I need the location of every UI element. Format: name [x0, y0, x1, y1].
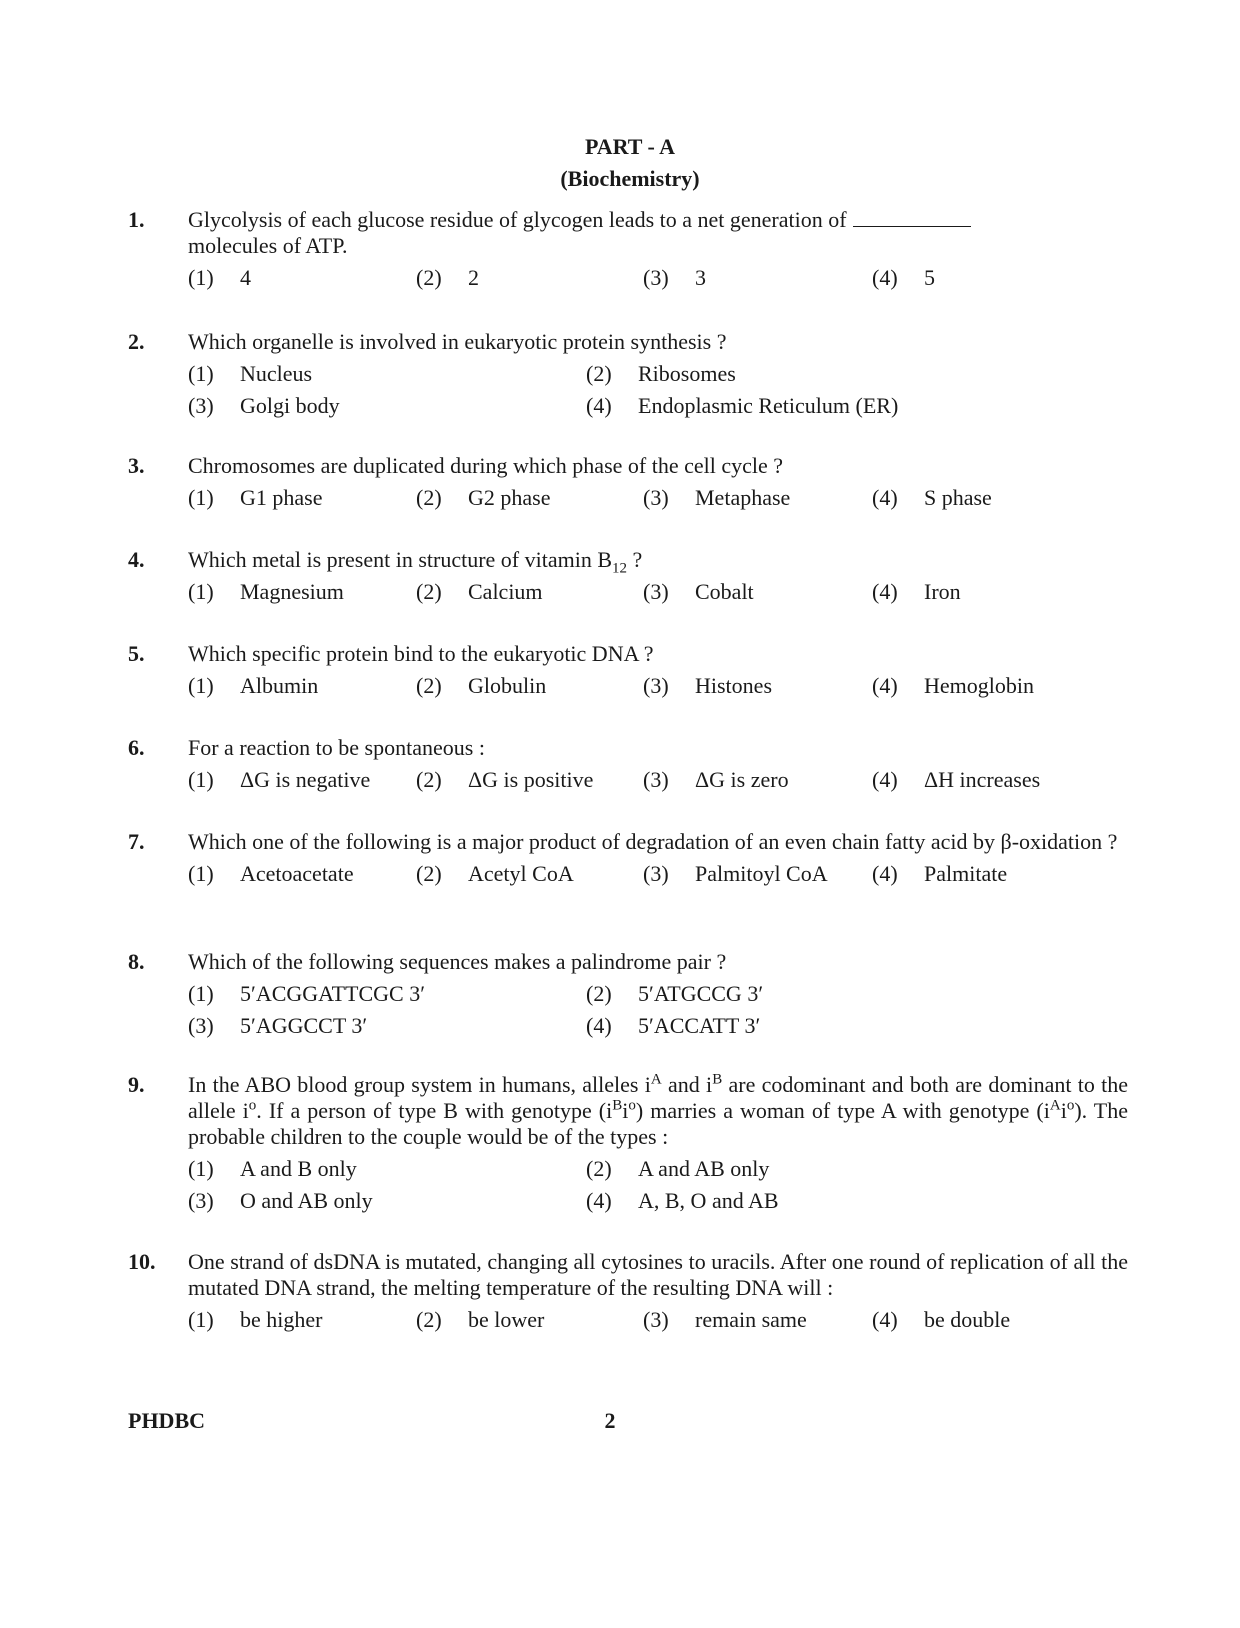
option-4: (4) A, B, O and AB: [586, 1188, 779, 1213]
option-2: (2) Acetyl CoA: [416, 861, 574, 886]
option-4: (4) be double: [872, 1307, 1011, 1332]
option-1: (1) be higher: [188, 1307, 323, 1332]
option-4: (4) 5: [872, 265, 935, 290]
option-3: (3) 3: [643, 265, 706, 290]
question-number: 5.: [128, 641, 145, 666]
option-2: (2) 2: [416, 265, 479, 290]
question-1: [128, 207, 1128, 293]
option-4: (4) Iron: [872, 579, 961, 604]
subject-title: (Biochemistry): [560, 166, 700, 191]
question-number: 4.: [128, 547, 145, 572]
question-4: [128, 547, 1128, 607]
question-7: [128, 829, 1128, 889]
options-row: [188, 579, 1128, 607]
question-text: In the ABO blood group system in humans, alleles $i^A$ and $i^B$ are codominant and both are dominant to the allele $i^o$. If a person of type B with genotype $(i^Bi^o)$ marries a woman of type A with genotype $(i^Ai^o)$. The probable children to the couple would be of the types :: [188, 1071, 1128, 1149]
question-text: Which one of the following is a major product of degradation of an even chain fatty acid by β-oxidation ?: [188, 829, 1118, 854]
question-8: [128, 949, 1128, 1041]
question-text: Which organelle is involved in eukaryotic protein synthesis ?: [188, 329, 727, 354]
question-number: 2.: [128, 329, 145, 354]
options-row: [188, 1307, 1128, 1335]
option-4: (4) S phase: [872, 485, 992, 510]
options-row: [188, 767, 1128, 795]
question-number: 9.: [128, 1072, 145, 1097]
option-4: (4) Palmitate: [872, 861, 1008, 886]
question-text: Which metal is present in structure of vitamin $B_{12}$ ?: [188, 547, 643, 577]
question-10: [128, 1249, 1128, 1335]
option-1: (1) 5′ACGGATTCGC 3′: [188, 981, 426, 1006]
question-5: [128, 641, 1128, 701]
option-4: (4) ΔH increases: [872, 767, 1041, 792]
option-4: (4) Endoplasmic Reticulum (ER): [586, 393, 899, 418]
options-row: [188, 485, 1128, 513]
option-1: (1) ΔG is negative: [188, 767, 371, 792]
option-2: (2) Ribosomes: [586, 361, 736, 386]
part-title: PART - A: [584, 134, 676, 159]
options-row: [188, 1188, 1128, 1216]
option-3: (3) Cobalt: [643, 579, 754, 604]
page-number: 2: [604, 1408, 616, 1433]
option-2: (2) 5′ATGCCG 3′: [586, 981, 764, 1006]
option-2: (2) Calcium: [416, 579, 543, 604]
paper-code: PHDBC: [128, 1408, 205, 1433]
question-3: [128, 453, 1128, 513]
question-2: [128, 329, 1128, 421]
question-number: 6.: [128, 735, 145, 760]
question-text: Which specific protein bind to the eukaryotic DNA ?: [188, 641, 654, 666]
options-row: [188, 265, 1128, 293]
question-number: 3.: [128, 453, 145, 478]
option-1: (1) Acetoacetate: [188, 861, 354, 886]
option-3: (3) remain same: [643, 1307, 807, 1332]
question-text: For a reaction to be spontaneous :: [188, 735, 485, 760]
options-row: [188, 673, 1128, 701]
option-2: (2) G2 phase: [416, 485, 551, 510]
option-1: (1) 4: [188, 265, 251, 290]
option-2: (2) be lower: [416, 1307, 545, 1332]
question-number: 7.: [128, 829, 145, 854]
question-text: Chromosomes are duplicated during which phase of the cell cycle ?: [188, 453, 784, 478]
option-3: (3) Palmitoyl CoA: [643, 861, 828, 886]
options-row: [188, 981, 1128, 1009]
option-2: (2) Globulin: [416, 673, 547, 698]
options-row: [188, 1156, 1128, 1184]
question-number: 8.: [128, 949, 145, 974]
options-row: [188, 861, 1128, 889]
question-number: 10.: [128, 1249, 156, 1274]
option-2: (2) A and AB only: [586, 1156, 770, 1181]
question-text: Glycolysis of each glucose residue of glycogen leads to a net generation of molecules of ATP.: [188, 207, 1128, 259]
option-1: (1) Nucleus: [188, 361, 313, 386]
options-row: [188, 1013, 1128, 1041]
option-3: (3) Histones: [643, 673, 772, 698]
option-2: (2) ΔG is positive: [416, 767, 594, 792]
option-4: (4) 5′ACCATT 3′: [586, 1013, 761, 1038]
option-4: (4) Hemoglobin: [872, 673, 1034, 698]
option-3: (3) Metaphase: [643, 485, 791, 510]
option-3: (3) Golgi body: [188, 393, 340, 418]
option-3: (3) ΔG is zero: [643, 767, 789, 792]
question-6: [128, 735, 1128, 795]
question-text: One strand of dsDNA is mutated, changing all cytosines to uracils. After one round of replication of all the mutated DNA strand, the melting temperature of the resulting DNA will :: [188, 1249, 1128, 1300]
answer-blank: [853, 208, 971, 227]
options-row: [188, 361, 1128, 389]
option-1: (1) Albumin: [188, 673, 319, 698]
options-row: [188, 393, 1128, 421]
option-3: (3) 5′AGGCCT 3′: [188, 1013, 368, 1038]
option-1: (1) A and B only: [188, 1156, 357, 1181]
option-3: (3) O and AB only: [188, 1188, 373, 1213]
question-number: 1.: [128, 207, 145, 232]
question-text: Which of the following sequences makes a palindrome pair ?: [188, 949, 727, 974]
option-1: (1) G1 phase: [188, 485, 323, 510]
option-1: (1) Magnesium: [188, 579, 344, 604]
question-9: [128, 1072, 1128, 1216]
